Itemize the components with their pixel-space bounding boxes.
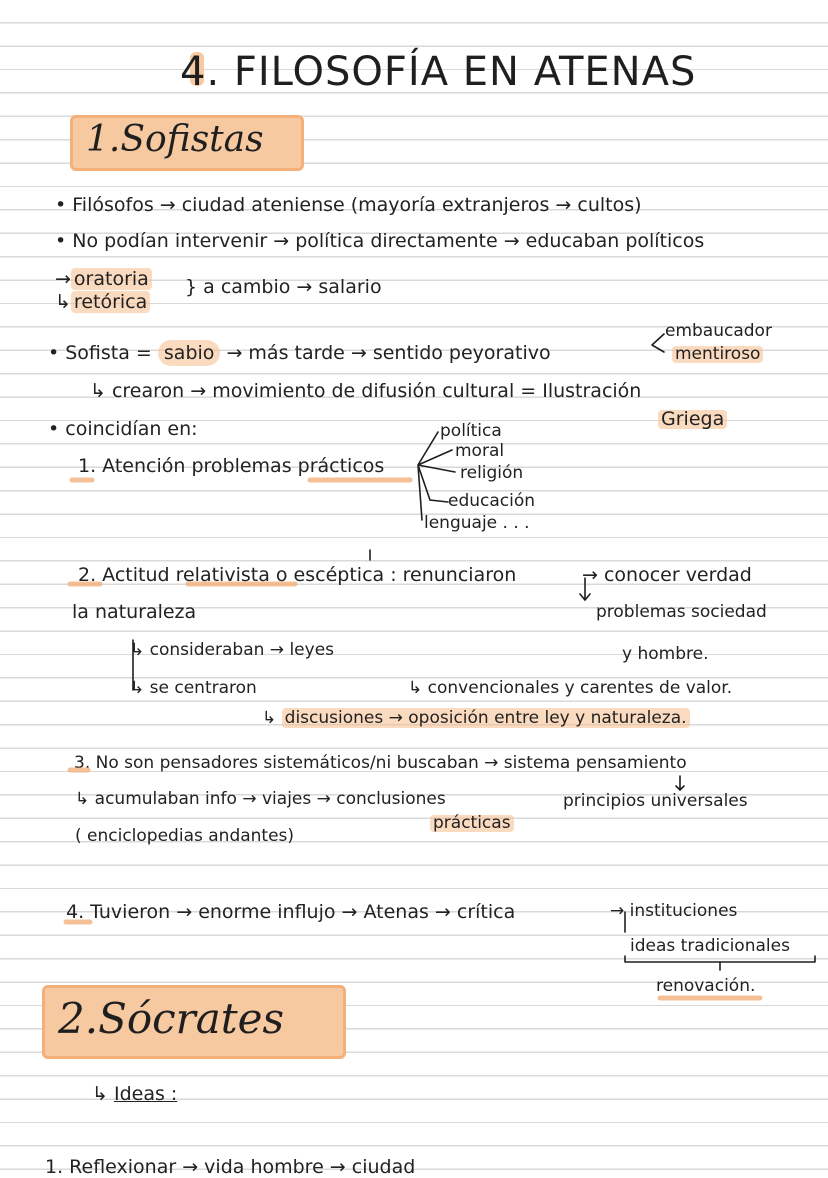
crearon-line: ↳ crearon → movimiento de difusión cultural = Ilustración [90,380,642,402]
enciclopedias-line: ( enciclopedias andantes) [75,826,295,846]
page-title: 4. FILOSOFÍA EN ATENAS [180,49,697,95]
point-2: 2. Actitud relativista o escéptica : renunciaron [78,564,517,586]
item-moral: moral [455,441,505,461]
coincidian-line: • coincidían en: [48,418,198,440]
principios-universales: principios universales [563,791,748,811]
line-filosofos: • Filósofos → ciudad ateniense (mayoría extranjeros → cultos) [55,194,642,216]
salario-line: } a cambio → salario [185,276,382,298]
discusiones-line: ↳ discusiones → oposición entre ley y naturaleza. [262,710,690,727]
point-4: 4. Tuvieron → enorme influjo → Atenas → crítica [66,901,516,923]
oratoria-label: → oratoria [55,270,152,289]
item-politica: política [440,421,502,441]
item-lenguaje: lenguaje . . . [424,513,530,533]
acumulaban-line: ↳ acumulaban info → viajes → conclusiones [75,789,446,809]
point-1: 1. Atención problemas prácticos [78,455,385,477]
se-centraron: ↳ se centraron [130,678,257,698]
line-no-podian: • No podían intervenir → política directamente → educaban políticos [55,230,705,252]
griega-label: Griega [658,410,727,429]
item-religion: religión [460,463,524,483]
consideraban-leyes: ↳ consideraban → leyes [130,640,335,660]
la-naturaleza: la naturaleza [72,601,197,623]
reflexionar-line: 1. Reflexionar → vida hombre → ciudad [45,1156,416,1178]
sofista-line: • Sofista = sabio → más tarde → sentido peyorativo [48,342,551,364]
retorica-label: ↳ retórica [55,293,150,312]
section-2-heading: 2.Sócrates [58,994,285,1043]
point-3: 3. No son pensadores sistemáticos/ni buscaban → sistema pensamiento [74,753,687,773]
item-educacion: educación [448,491,536,511]
renovacion: renovación. [656,976,756,996]
problemas-sociedad: problemas sociedad [596,602,767,622]
instituciones: → instituciones [610,901,738,921]
ideas-tradicionales: ideas tradicionales [630,936,790,956]
embaucador-label: embaucador [665,321,772,341]
section-1-heading: 1.Sofistas [86,119,264,160]
practicas-label: prácticas [430,815,514,832]
conocer-verdad: → conocer verdad [582,564,752,586]
y-hombre: y hombre. [622,644,709,664]
ideas-label: ↳ Ideas : [92,1083,178,1105]
convencionales: ↳ convencionales y carentes de valor. [408,678,733,698]
mentiroso-label: mentiroso [672,346,763,363]
